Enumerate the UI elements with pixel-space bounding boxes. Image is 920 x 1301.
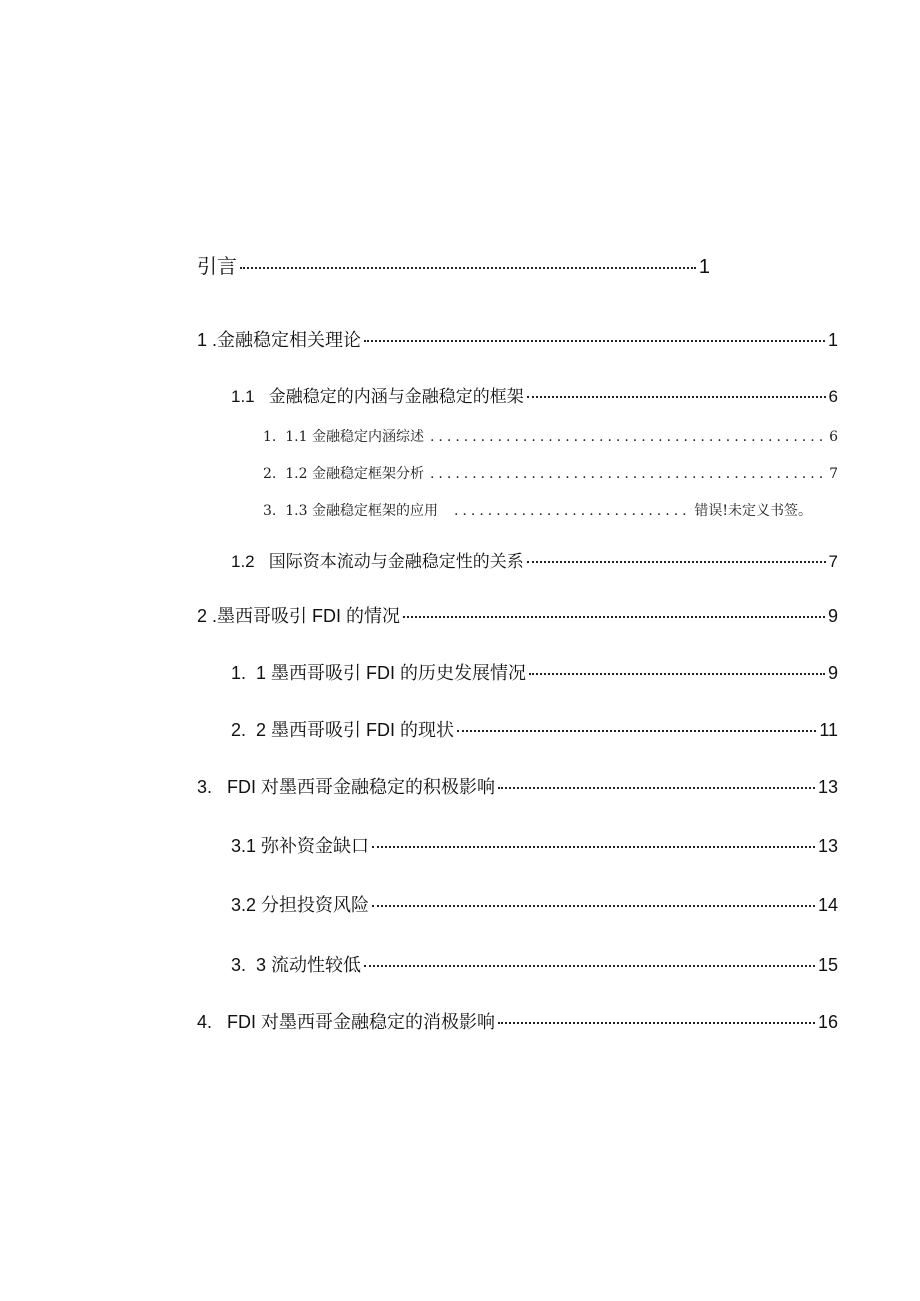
toc-entry-page: 9 (827, 606, 838, 626)
toc-leader-dots (372, 846, 815, 848)
toc-entry-page: 错误!未定义书签。 (694, 503, 812, 519)
toc-entry-2[interactable] (197, 602, 838, 628)
toc-entry-intro[interactable] (197, 250, 710, 279)
toc-entry-title: 3.1 弥补资金缺口 (231, 836, 370, 856)
toc-entry-3-2[interactable] (231, 891, 838, 917)
toc-entry-title: 2. 2 墨西哥吸引 FDI 的现状 (231, 720, 455, 740)
toc-entry-title: 3.2 分担投资风险 (231, 895, 370, 915)
toc-entry-1-2[interactable] (231, 547, 838, 572)
toc-entry-3-3[interactable] (231, 951, 838, 977)
toc-entry-4[interactable] (197, 1008, 838, 1034)
toc-leader-dots (240, 267, 696, 269)
toc-entry-title: 3. FDI 对墨西哥金融稳定的积极影响 (197, 777, 496, 797)
toc-entry-title: 1. 1 墨西哥吸引 FDI 的历史发展情况 (231, 663, 527, 683)
toc-entry-page: 13 (817, 836, 838, 856)
toc-entry-title: 2 .墨西哥吸引 FDI 的情况 (197, 606, 401, 626)
toc-entry-title: 1. 1.1 金融稳定内涵综述 (263, 429, 424, 445)
toc-entry-page: 15 (817, 955, 838, 975)
toc-entry-page: 6 (828, 387, 838, 406)
toc-entry-3[interactable] (197, 773, 838, 799)
toc-entry-page: 16 (817, 1012, 838, 1032)
toc-leader-dots (454, 503, 688, 519)
toc-entry-page: 1 (827, 330, 838, 350)
toc-leader-dots (527, 396, 826, 398)
toc-entry-page: 1 (698, 256, 710, 278)
toc-entry-title: 2. 1.2 金融稳定框架分析 (263, 466, 424, 482)
toc-leader-dots (430, 429, 823, 445)
toc-entry-1-1-1[interactable] (263, 426, 838, 446)
toc-leader-dots (364, 965, 815, 967)
toc-leader-dots (498, 1022, 815, 1024)
toc-entry-page: 11 (819, 720, 838, 740)
toc-entry-page: 9 (827, 663, 838, 683)
toc-entry-title: 3. 1.3 金融稳定框架的应用 (263, 503, 438, 519)
toc-entry-1-1[interactable] (231, 382, 838, 407)
toc-entry-title: 4. FDI 对墨西哥金融稳定的消极影响 (197, 1012, 496, 1032)
toc-entry-page: 13 (817, 777, 838, 797)
toc-leader-dots (372, 905, 815, 907)
toc-leader-dots (364, 340, 825, 342)
toc-leader-dots (430, 466, 823, 482)
toc-leader-dots (403, 616, 825, 618)
toc-leader-dots (457, 730, 816, 732)
toc-entry-title: 1.1 金融稳定的内涵与金融稳定的框架 (231, 387, 524, 406)
toc-entry-1-1-3[interactable] (263, 500, 812, 520)
toc-entry-page: 7 (828, 552, 838, 571)
toc-entry-2-1[interactable] (231, 659, 838, 685)
toc-entry-title: 引言 (197, 256, 237, 278)
toc-entry-page: 7 (829, 466, 838, 482)
toc-entry-1[interactable] (197, 326, 838, 352)
toc-entry-title: 3. 3 流动性较低 (231, 955, 362, 975)
toc-entry-page: 6 (829, 429, 838, 445)
toc-entry-1-1-2[interactable] (263, 463, 838, 483)
toc-leader-dots (498, 787, 815, 789)
toc-entry-2-2[interactable] (231, 716, 838, 742)
toc-leader-dots (527, 561, 826, 563)
toc-entry-3-1[interactable] (231, 832, 838, 858)
toc-entry-title: 1 .金融稳定相关理论 (197, 330, 362, 350)
toc-entry-title: 1.2 国际资本流动与金融稳定性的关系 (231, 552, 524, 571)
toc-entry-page: 14 (817, 895, 838, 915)
toc-leader-dots (529, 673, 825, 675)
